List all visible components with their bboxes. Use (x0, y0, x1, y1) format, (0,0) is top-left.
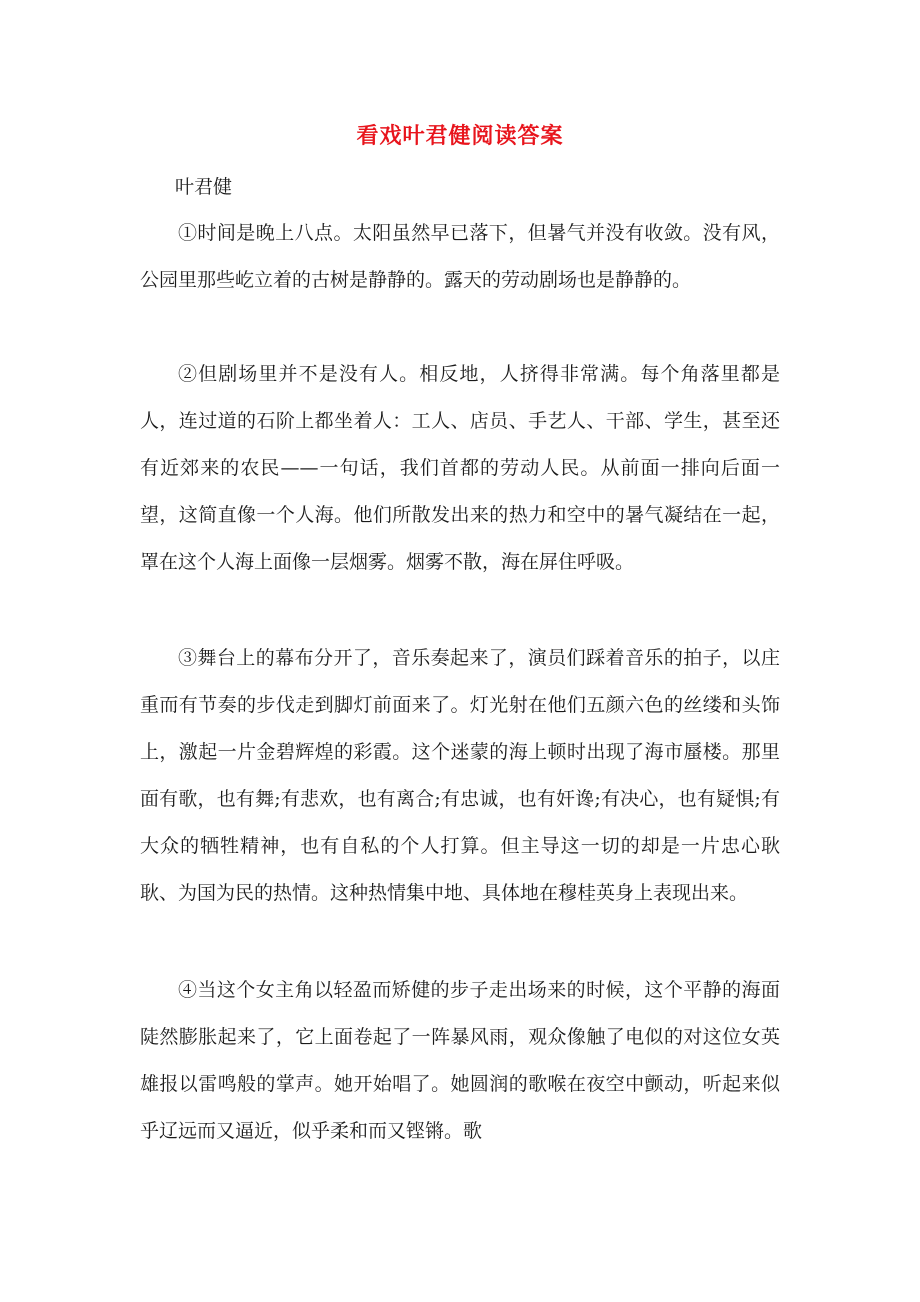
author-name: 叶君健 (175, 176, 233, 198)
paragraph-3: ③舞台上的幕布分开了，音乐奏起来了，演员们踩着音乐的拍子，以庄重而有节奏的步伐走到脚灯前面来了。灯光射在他们五颜六色的丝缕和头饰上，激起一片金碧辉煌的彩霞。这个迷蒙的海上顿时出现了海市蜃楼。那里面有歌，也有舞;有悲欢，也有离合;有忠诚，也有奸谗;有决心，也有疑惧;有大众的牺牲精神，也有自私的个人打算。但主导这一切的却是一片忠心耿耿、为国为民的热情。这种热情集中地、具体地在穆桂英身上表现出来。 (140, 647, 780, 904)
document-title: 看戏叶君健阅读答案 (356, 123, 564, 149)
paragraph-2: ②但剧场里并不是没有人。相反地，人挤得非常满。每个角落里都是人，连过道的石阶上都坐着人：工人、店员、手艺人、干部、学生，甚至还有近郊来的农民——一句话，我们首都的劳动人民。从前面一排向后面一望，这简直像一个人海。他们所散发出来的热力和空中的暑气凝结在一起，罩在这个人海上面像一层烟雾。烟雾不散，海在屏住呼吸。 (140, 363, 780, 573)
paragraph-4: ④当这个女主角以轻盈而矫健的步子走出场来的时候，这个平静的海面陡然膨胀起来了，它上面卷起了一阵暴风雨，观众像触了电似的对这位女英雄报以雷鸣般的掌声。她开始唱了。她圆润的歌喉在夜空中颤动，听起来似乎辽远而又逼近，似乎柔和而又铿锵。歌 (140, 979, 780, 1142)
paragraph-1: ①时间是晚上八点。太阳虽然早已落下，但暑气并没有收敛。没有风，公园里那些屹立着的古树是静静的。露天的劳动剧场也是静静的。 (140, 222, 780, 291)
